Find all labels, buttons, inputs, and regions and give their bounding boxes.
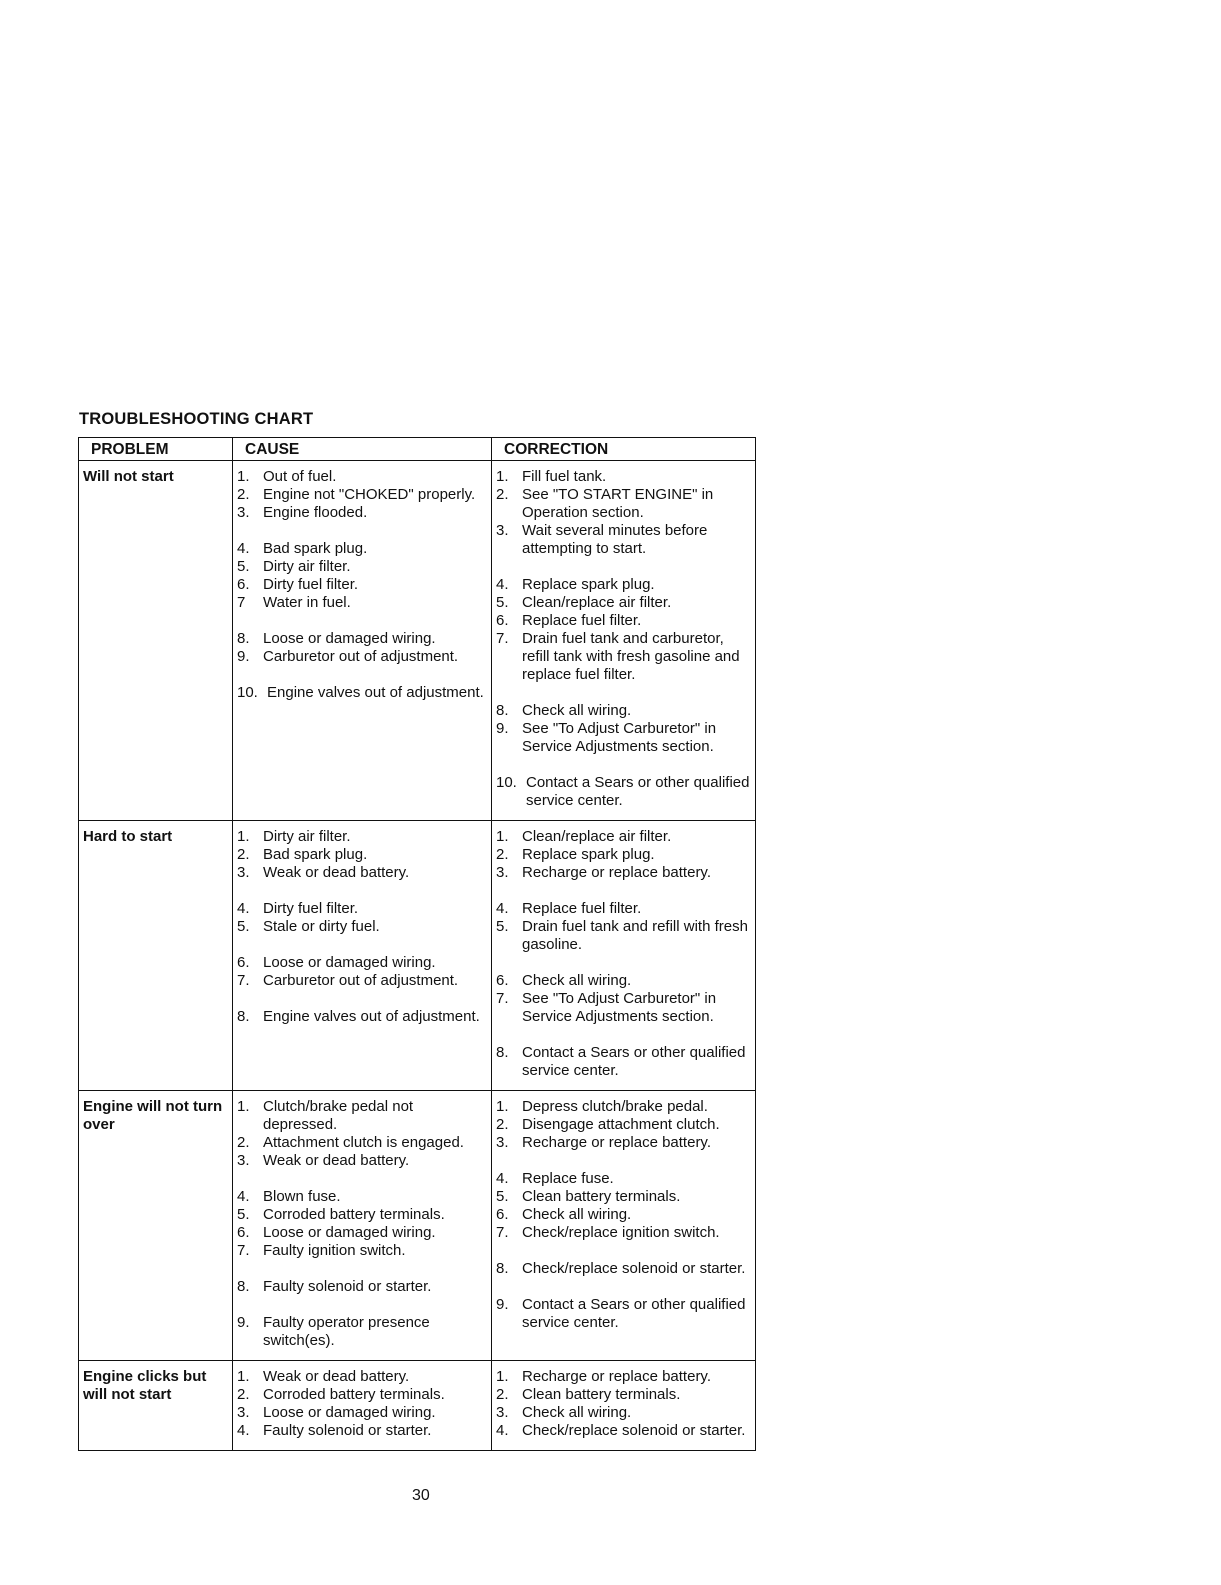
cause-cell [233,1091,492,1361]
problem-cell: Engine clicks but will not start [79,1361,233,1451]
item-text: Dirty air filter. [263,558,351,575]
item-text: Dirty fuel filter. [263,900,359,917]
item-text: Clean battery terminals. [522,1188,681,1205]
item-number: 6. [496,972,509,989]
item-text: Fill fuel tank. [522,468,607,485]
item-number: 5. [496,594,509,611]
correction-item [496,1206,753,1224]
item-number: 7. [237,1242,250,1259]
item-number: 2. [496,846,509,863]
item-number: 7. [496,990,509,1007]
troubleshooting-table [78,437,756,1451]
correction-item [496,1098,753,1116]
item-number: 4. [237,540,250,557]
item-text: Water in fuel. [263,594,351,611]
correction-cell [492,821,756,1091]
item-number: 7. [237,972,250,989]
item-text: Faulty solenoid or starter. [263,1422,432,1439]
item-number: 4. [496,1422,509,1439]
item-number: 2. [496,1116,509,1133]
cause-item [237,648,489,666]
item-text: Drain fuel tank and carburetor, refill tank with fresh gasoline and replace fuel filter. [522,630,740,683]
item-number: 8. [496,1044,509,1061]
cause-item [237,1098,489,1134]
cause-item [237,1188,489,1206]
table-row [79,1361,756,1451]
cause-item [237,954,489,972]
item-number: 8. [496,702,509,719]
correction-item [496,1404,753,1422]
item-text: Bad spark plug. [263,540,368,557]
item-text: Check all wiring. [522,702,632,719]
item-number: 8. [496,1260,509,1277]
item-text: Out of fuel. [263,468,337,485]
item-text: Recharge or replace battery. [522,864,711,881]
item-number: 1. [496,468,509,485]
correction-item [496,1386,753,1404]
item-number: 4. [237,1422,250,1439]
item-text: Engine valves out of adjustment. [263,1008,480,1025]
item-number: 2. [237,1134,250,1151]
item-number: 3. [237,1404,250,1421]
correction-item [496,1368,753,1386]
cause-item [237,900,489,918]
item-text: Loose or damaged wiring. [263,630,436,647]
correction-cell [492,1091,756,1361]
cause-item [237,468,489,486]
item-text: Weak or dead battery. [263,1152,410,1169]
correction-item [496,828,753,846]
item-number: 1. [496,828,509,845]
item-text: Contact a Sears or other qualified service center. [526,774,750,809]
cause-item [237,1206,489,1224]
item-number: 2. [496,486,509,503]
item-number: 3. [237,1152,250,1169]
item-number: 1. [237,1368,250,1385]
item-number: 3. [237,504,250,521]
cause-item [237,1008,489,1026]
item-text: Check all wiring. [522,972,632,989]
item-text: Clutch/brake pedal not depressed. [263,1098,414,1133]
problem-cell: Will not start [79,461,233,821]
correction-item [496,468,753,486]
correction-item [496,522,753,558]
item-text: Engine not "CHOKED" properly. [263,486,476,503]
item-number: 9. [496,1296,509,1313]
item-number: 8. [237,1278,250,1295]
cause-item [237,864,489,882]
item-text: See "To Adjust Carburetor" in Service Adjustments section. [522,720,717,755]
item-text: Recharge or replace battery. [522,1368,711,1385]
cause-item [237,540,489,558]
item-number: 2. [496,1386,509,1403]
item-number: 2. [237,486,250,503]
cause-item [237,1422,489,1440]
correction-item [496,594,753,612]
item-number: 6. [237,1224,250,1241]
correction-item [496,918,753,954]
item-number: 1. [237,1098,250,1115]
correction-item [496,1296,753,1332]
item-number: 4. [496,1170,509,1187]
item-text: Carburetor out of adjustment. [263,648,459,665]
item-number: 6. [496,612,509,629]
cause-cell [233,1361,492,1451]
correction-item [496,576,753,594]
item-text: Clean/replace air filter. [522,828,672,845]
item-text: Depress clutch/brake pedal. [522,1098,708,1115]
item-text: Recharge or replace battery. [522,1134,711,1151]
item-number: 1. [496,1098,509,1115]
cause-item [237,1404,489,1422]
item-text: Check all wiring. [522,1206,632,1223]
cause-item [237,594,489,612]
item-text: Replace fuel filter. [522,612,642,629]
item-text: Faulty solenoid or starter. [263,1278,432,1295]
item-text: Loose or damaged wiring. [263,954,436,971]
cause-item [237,1386,489,1404]
item-number: 9. [237,648,250,665]
header-row [79,438,756,461]
correction-item [496,1170,753,1188]
cause-cell [233,461,492,821]
item-number: 6. [237,576,250,593]
item-text: Engine valves out of adjustment. [267,684,484,701]
correction-item [496,846,753,864]
item-text: Loose or damaged wiring. [263,1404,436,1421]
correction-item [496,990,753,1026]
item-number: 1. [237,468,250,485]
cause-item [237,972,489,990]
item-text: Corroded battery terminals. [263,1206,445,1223]
cause-item [237,1134,489,1152]
cause-item [237,504,489,522]
correction-cell [492,1361,756,1451]
item-number: 6. [237,954,250,971]
item-number: 5. [496,1188,509,1205]
cause-item [237,846,489,864]
item-number: 5. [237,1206,250,1223]
item-number: 5. [237,558,250,575]
item-number: 7. [496,1224,509,1241]
cause-item [237,486,489,504]
item-number: 5. [237,918,250,935]
item-text: Check/replace solenoid or starter. [522,1260,746,1277]
item-number: 2. [237,1386,250,1403]
item-number: 9. [496,720,509,737]
item-text: Clean battery terminals. [522,1386,681,1403]
item-number: 3. [237,864,250,881]
correction-item [496,1188,753,1206]
item-number: 7. [496,630,509,647]
item-number: 10. [496,774,517,791]
correction-item [496,1422,753,1440]
correction-item [496,612,753,630]
item-number: 8. [237,630,250,647]
cause-item [237,1314,489,1350]
item-number: 3. [496,1404,509,1421]
item-text: Weak or dead battery. [263,1368,410,1385]
correction-item [496,1044,753,1080]
chart-title: TROUBLESHOOTING CHART [79,410,314,428]
correction-item [496,720,753,756]
item-text: Replace fuel filter. [522,900,642,917]
item-text: Faulty ignition switch. [263,1242,406,1259]
correction-item [496,1224,753,1242]
item-number: 3. [496,522,509,539]
cause-item [237,558,489,576]
item-number: 7 [237,594,246,611]
item-text: Drain fuel tank and refill with fresh gasoline. [522,918,748,953]
item-text: Faulty operator presence switch(es). [263,1314,430,1349]
item-number: 1. [496,1368,509,1385]
correction-item [496,1260,753,1278]
item-number: 5. [496,918,509,935]
cause-item [237,1242,489,1260]
cause-item [237,1278,489,1296]
cause-item [237,684,489,702]
item-text: Contact a Sears or other qualified service center. [522,1044,746,1079]
item-text: Stale or dirty fuel. [263,918,380,935]
item-number: 10. [237,684,258,701]
table-row [79,1091,756,1361]
cause-item [237,630,489,648]
item-number: 6. [496,1206,509,1223]
header-correction: CORRECTION [492,438,756,461]
problem-cell: Engine will not turn over [79,1091,233,1361]
item-number: 1. [237,828,250,845]
header-problem: PROBLEM [79,438,233,461]
table-row [79,461,756,821]
item-number: 9. [237,1314,250,1331]
item-text: See "TO START ENGINE" in Operation section. [522,486,714,521]
item-text: Dirty air filter. [263,828,351,845]
problem-cell: Hard to start [79,821,233,1091]
table-row [79,821,756,1091]
item-text: Dirty fuel filter. [263,576,359,593]
correction-item [496,864,753,882]
correction-cell [492,461,756,821]
item-text: Wait several minutes before attempting to start. [522,522,708,557]
correction-item [496,774,753,810]
correction-item [496,486,753,522]
correction-item [496,702,753,720]
correction-item [496,972,753,990]
item-number: 3. [496,1134,509,1151]
cause-item [237,576,489,594]
item-text: Carburetor out of adjustment. [263,972,459,989]
item-text: Check/replace ignition switch. [522,1224,720,1241]
item-text: Blown fuse. [263,1188,341,1205]
item-number: 4. [237,1188,250,1205]
cause-item [237,918,489,936]
correction-item [496,1116,753,1134]
cause-item [237,1224,489,1242]
item-text: Clean/replace air filter. [522,594,672,611]
item-number: 4. [496,576,509,593]
item-text: Check all wiring. [522,1404,632,1421]
item-text: Weak or dead battery. [263,864,410,881]
cause-item [237,828,489,846]
item-text: Check/replace solenoid or starter. [522,1422,746,1439]
item-number: 3. [496,864,509,881]
item-text: Bad spark plug. [263,846,368,863]
item-text: See "To Adjust Carburetor" in Service Adjustments section. [522,990,717,1025]
cause-item [237,1152,489,1170]
item-text: Attachment clutch is engaged. [263,1134,464,1151]
item-number: 4. [237,900,250,917]
correction-item [496,630,753,684]
correction-item [496,1134,753,1152]
item-text: Corroded battery terminals. [263,1386,445,1403]
correction-item [496,900,753,918]
cause-item [237,1368,489,1386]
header-cause: CAUSE [233,438,492,461]
item-number: 4. [496,900,509,917]
item-number: 8. [237,1008,250,1025]
item-text: Replace spark plug. [522,576,655,593]
item-text: Replace spark plug. [522,846,655,863]
cause-cell [233,821,492,1091]
item-text: Loose or damaged wiring. [263,1224,436,1241]
page-number: 30 [412,1487,430,1504]
item-text: Contact a Sears or other qualified service center. [522,1296,746,1331]
item-text: Engine flooded. [263,504,368,521]
item-text: Replace fuse. [522,1170,614,1187]
item-number: 2. [237,846,250,863]
item-text: Disengage attachment clutch. [522,1116,720,1133]
